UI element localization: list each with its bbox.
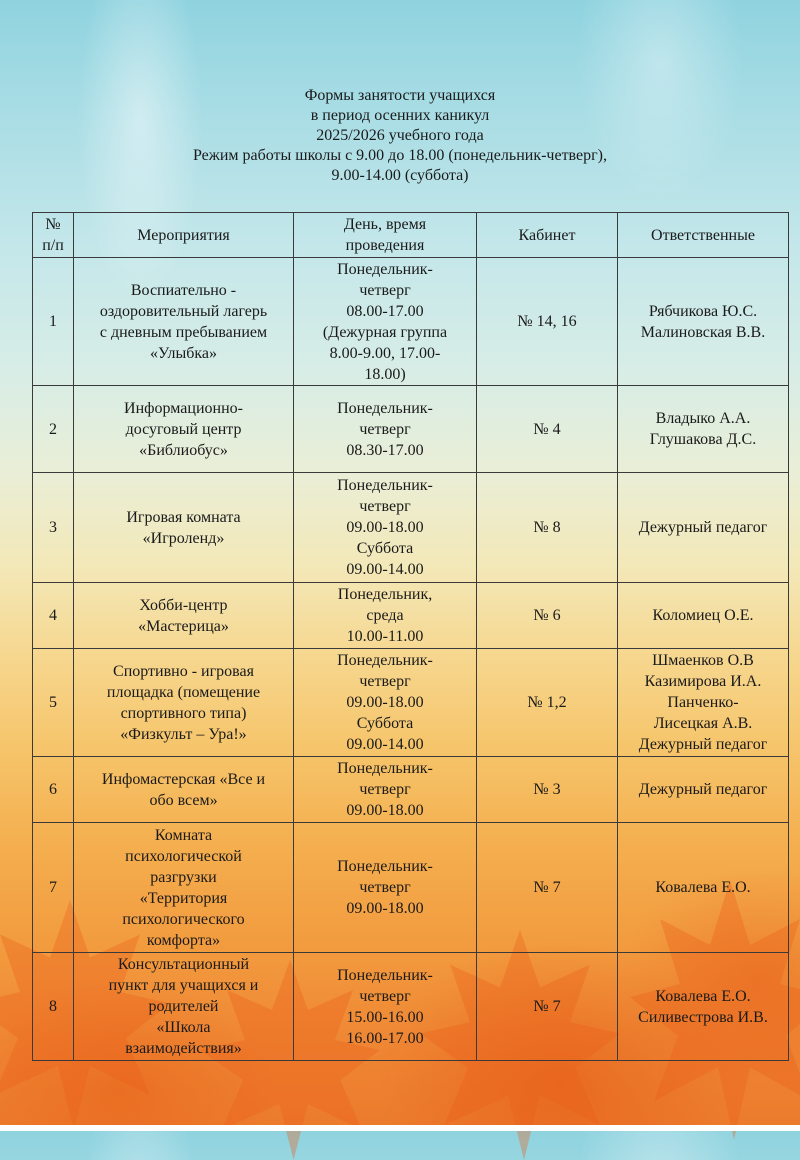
event-name-cell-line: площадка (помещение [106,683,261,701]
schedule-time-cell-line: 10.00-11.00 [346,628,424,645]
responsible-cell [618,583,789,649]
schedule-time-cell-line: Понедельник- [337,399,433,417]
responsible-cell-line: Дежурный педагог [638,736,768,753]
schedule-time-cell-line: четверг [359,498,411,515]
schedule-time-cell-line: 08.00-17.00 [346,302,424,320]
responsible-cell-line: Силивестрова И.В. [638,1008,768,1026]
row-number-cell-text: 8 [49,998,57,1015]
room-cell-text: № 3 [533,781,561,798]
column-header-room [477,213,618,258]
event-name-cell [74,823,294,953]
room-cell [477,386,618,473]
event-name-cell [74,473,294,583]
document-header [0,86,800,186]
page-bottom-edge [0,1125,800,1131]
event-name-cell-line: спортивного типа) [120,704,247,722]
academic-year-line: 2025/2026 учебного года [316,127,484,144]
responsible-cell-line: Дежурный педагог [638,781,768,798]
responsible-cell-line: Дежурный педагог [638,519,768,536]
row-number-cell [33,583,74,649]
schedule-time-cell [294,473,477,583]
room-cell-text: № 7 [533,998,561,1015]
event-name-cell-line: обо всем» [149,791,218,809]
row-number-cell [33,649,74,757]
event-name-cell-line: пункт для учащихся и [108,977,259,994]
schedule-time-cell-line: 09.00-18.00 [346,694,424,711]
row-number-cell [33,258,74,386]
responsible-cell-line: Коломиец О.Е. [652,607,754,624]
responsible-cell [618,649,789,757]
room-cell [477,583,618,649]
schedule-time-cell-line: 09.00-18.00 [346,802,424,819]
responsible-cell-line: Ковалева Е.О. [655,879,751,896]
responsible-cell [618,823,789,953]
event-name-cell-line: «Территория [139,889,228,907]
saturday-hours-line: 9.00-14.00 (суббота) [331,167,469,184]
responsible-cell-line: Казимирова И.А. [644,673,762,690]
event-name-cell-line: «Мастерица» [138,617,229,635]
responsible-cell [618,953,789,1061]
table-row [33,386,789,473]
table-row [33,823,789,953]
event-name-cell [74,953,294,1061]
schedule-time-cell-line: Понедельник- [337,477,433,494]
title-line: Формы занятости учащихся [304,87,496,104]
event-name-cell [74,258,294,386]
schedule-time-cell-line: Понедельник- [337,760,433,777]
subtitle-line: в период осенних каникул [310,107,490,124]
event-name-cell-line: «Физкульт – Ура!» [120,725,247,743]
row-number-cell [33,823,74,953]
table-body [33,258,789,1061]
schedule-time-cell-line: 08.30-17.00 [346,441,424,459]
table-row [33,757,789,823]
responsible-cell-line: Глушакова Д.С. [649,431,757,448]
header-text: Мероприятия [137,226,230,244]
row-number-cell-text: 1 [49,313,57,330]
event-name-cell-line: Хобби-центр [139,596,228,614]
event-name-cell-line: комфорта» [146,931,221,949]
room-cell-text: № 7 [533,879,561,896]
schedule-time-cell-line: (Дежурная группа [322,323,448,341]
schedule-time-cell-line: четверг [359,879,411,896]
room-cell [477,258,618,386]
schedule-time-cell-line: 15.00-16.00 [346,1008,424,1026]
header-text: День, время [343,216,427,233]
schedule-time-cell-line: четверг [359,673,411,690]
schedule-time-cell-line: 09.00-18.00 [346,900,424,917]
room-cell-text: № 14, 16 [517,313,577,330]
responsible-cell-line: Шмаенков О.В [652,652,754,669]
event-name-cell-line: Воспиательно - [130,281,237,299]
event-name-cell-line: «Игроленд» [142,529,225,547]
schedule-time-cell-line: Понедельник, [337,586,433,603]
event-name-cell-line: оздоровительный лагерь [99,302,268,320]
room-cell [477,757,618,823]
row-number-cell [33,953,74,1061]
responsible-cell-line: Рябчикова Ю.С. [648,302,758,320]
responsible-cell-line: Малиновская В.В. [640,323,766,341]
event-name-cell-line: Спортивно - игровая [113,662,254,680]
event-name-cell [74,649,294,757]
event-name-cell-line: родителей [148,998,219,1015]
header-text: проведения [345,237,425,254]
schedule-time-cell-line: Понедельник- [337,260,433,278]
row-number-cell-text: 3 [49,519,57,536]
schedule-time-cell-line: Суббота [356,540,414,557]
column-header-responsible [618,213,789,258]
column-header-number [33,213,74,258]
schedule-time-cell-line: четверг [359,420,411,438]
event-name-cell-line: Инфомастерская «Все и [101,770,266,788]
room-cell-text: № 4 [533,420,561,438]
event-name-cell-line: психологической [125,847,242,865]
row-number-cell-text: 7 [49,879,57,896]
room-cell [477,649,618,757]
row-number-cell-text: 6 [49,781,57,798]
column-header-event [74,213,294,258]
schedule-time-cell-line: 16.00-17.00 [346,1029,424,1047]
event-name-cell-line: досуговый центр [125,420,242,438]
schedule-time-cell-line: четверг [359,987,411,1005]
event-name-cell-line: с дневным пребыванием [99,323,268,341]
table-row [33,649,789,757]
table-row [33,583,789,649]
row-number-cell [33,757,74,823]
header-text: п/п [42,237,64,254]
schedule-time-cell-line: 09.00-18.00 [346,519,424,536]
event-name-cell-line: Игровая комната [126,508,241,526]
schedule-time-cell-line: четверг [359,781,411,798]
room-cell-text: № 1,2 [527,694,567,711]
responsible-cell-line: Владыко А.А. [655,410,751,427]
schedule-time-cell-line: Суббота [356,715,414,732]
schedule-time-cell-line: четверг [359,281,411,299]
row-number-cell-text: 2 [49,420,57,438]
schedule-time-cell-line: среда [366,607,404,624]
schedule-time-cell [294,757,477,823]
schedule-time-cell-line: Понедельник- [337,966,433,984]
row-number-cell [33,386,74,473]
responsible-cell [618,757,789,823]
column-header-time [294,213,477,258]
event-name-cell-line: «Школа [156,1019,211,1036]
event-name-cell-line: Информационно- [124,399,243,417]
table-row [33,953,789,1061]
responsible-cell [618,386,789,473]
responsible-cell-line: Ковалева Е.О. [655,987,751,1005]
responsible-cell-line: Панченко- [667,694,739,711]
schedule-time-cell [294,649,477,757]
event-name-cell-line: Консультационный [117,956,250,973]
room-cell [477,953,618,1061]
event-name-cell-line: Комната [154,826,213,844]
schedule-time-cell-line: 18.00) [364,365,406,383]
responsible-cell [618,473,789,583]
row-number-cell [33,473,74,583]
event-name-cell [74,386,294,473]
schedule-time-cell-line: Понедельник- [337,652,433,669]
schedule-time-cell [294,583,477,649]
room-cell [477,473,618,583]
header-text: № [45,216,61,233]
schedule-time-cell-line: Понедельник- [337,858,433,875]
room-cell-text: № 8 [533,519,561,536]
table-header-row [33,213,789,258]
header-text: Ответственные [651,226,755,244]
table-row [33,258,789,386]
event-name-cell-line: «Улыбка» [149,344,218,362]
schedule-time-cell-line: 09.00-14.00 [346,561,424,578]
schedule-time-cell [294,823,477,953]
schedule-time-cell [294,386,477,473]
room-cell-text: № 6 [533,607,561,624]
room-cell [477,823,618,953]
responsible-cell-line: Лисецкая А.В. [653,715,753,732]
responsible-cell [618,258,789,386]
schedule-time-cell [294,258,477,386]
school-hours-line: Режим работы школы с 9.00 до 18.00 (понедельник-четверг), [192,147,608,164]
event-name-cell-line: разгрузки [150,868,217,886]
event-name-cell-line: «Библиобус» [139,441,228,459]
event-name-cell-line: психологического [122,910,245,928]
schedule-time-cell [294,953,477,1061]
row-number-cell-text: 4 [49,607,57,624]
event-name-cell [74,583,294,649]
table-row [33,473,789,583]
row-number-cell-text: 5 [49,694,57,711]
schedule-time-cell-line: 8.00-9.00, 17.00- [329,344,441,362]
schedule-time-cell-line: 09.00-14.00 [346,736,424,753]
event-name-cell [74,757,294,823]
header-text: Кабинет [518,226,576,244]
activities-table [32,212,789,1061]
event-name-cell-line: взаимодействия» [125,1040,242,1057]
